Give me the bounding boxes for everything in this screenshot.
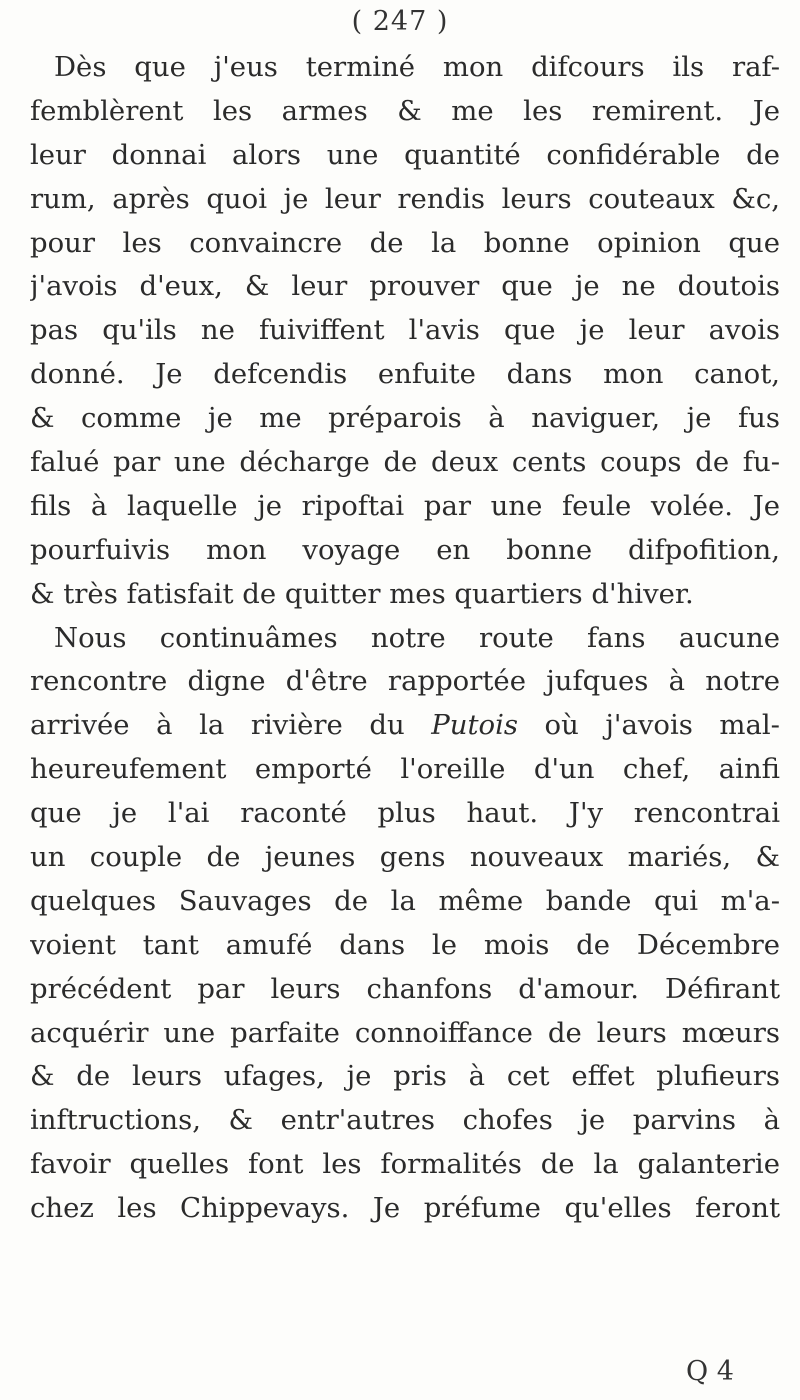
text-line: chez les Chippevays. Je préfume qu'elles feront xyxy=(30,1192,780,1225)
page-number: ( 247 ) xyxy=(351,6,449,37)
text-line: voient tant amufé dans le mois de Décembre xyxy=(30,928,780,961)
text-line: femblèrent les armes & me les remirent. Je xyxy=(30,94,780,127)
place-name-italic: Putois xyxy=(431,709,518,742)
signature-mark: Q 4 xyxy=(686,1356,734,1387)
text-line: quelques Sauvages de la même bande qui m'a- xyxy=(30,884,780,917)
text-line: favoir quelles font les formalités de la galanterie xyxy=(30,1148,780,1181)
text-line: & très fatisfait de quitter mes quartiers d'hiver. xyxy=(30,577,694,610)
text-fragment: arrivée à la rivière du xyxy=(30,709,432,742)
text-line: acquérir une parfaite connoiffance de leurs mœurs xyxy=(30,1016,780,1049)
text-line: falué par une décharge de deux cents coups de fu- xyxy=(30,446,780,479)
text-line: pour les convaincre de la bonne opinion que xyxy=(30,226,780,259)
text-line: rum, après quoi je leur rendis leurs couteaux &c, xyxy=(30,182,780,215)
text-line: rencontre digne d'être rapportée jufques à notre xyxy=(30,665,780,698)
body-text xyxy=(30,46,780,1231)
text-line: un couple de jeunes gens nouveaux mariés, & xyxy=(30,841,780,874)
text-line: pourfuivis mon voyage en bonne difpofition, xyxy=(30,533,780,566)
text-line: précédent par leurs chanfons d'amour. Défirant xyxy=(30,972,780,1005)
paragraph-2 xyxy=(30,617,780,1231)
text-line: fils à laquelle je ripoftai par une feule volée. Je xyxy=(30,489,780,522)
text-line: inftructions, & entr'autres chofes je parvins à xyxy=(30,1104,780,1137)
text-fragment: où j'avois mal- xyxy=(517,709,780,742)
text-line: Dès que j'eus terminé mon difcours ils raf- xyxy=(54,51,780,83)
text-line: donné. Je defcendis enfuite dans mon canot, xyxy=(30,358,780,391)
text-line: que je l'ai raconté plus haut. J'y rencontrai xyxy=(30,797,780,830)
paragraph-1 xyxy=(30,46,780,617)
text-line: Nous continuâmes notre route fans aucune xyxy=(54,621,780,654)
text-line: j'avois d'eux, & leur prouver que je ne doutois xyxy=(30,270,780,303)
text-line: leur donnai alors une quantité confidérable de xyxy=(30,138,780,171)
text-line: heureufement emporté l'oreille d'un chef, ainfi xyxy=(30,753,780,786)
text-line: & de leurs ufages, je pris à cet effet plufieurs xyxy=(30,1060,780,1093)
text-line: pas qu'ils ne fuiviffent l'avis que je leur avois xyxy=(30,314,780,347)
text-line: & comme je me préparois à naviguer, je fus xyxy=(30,402,780,435)
text-line-with-italic xyxy=(30,704,780,748)
